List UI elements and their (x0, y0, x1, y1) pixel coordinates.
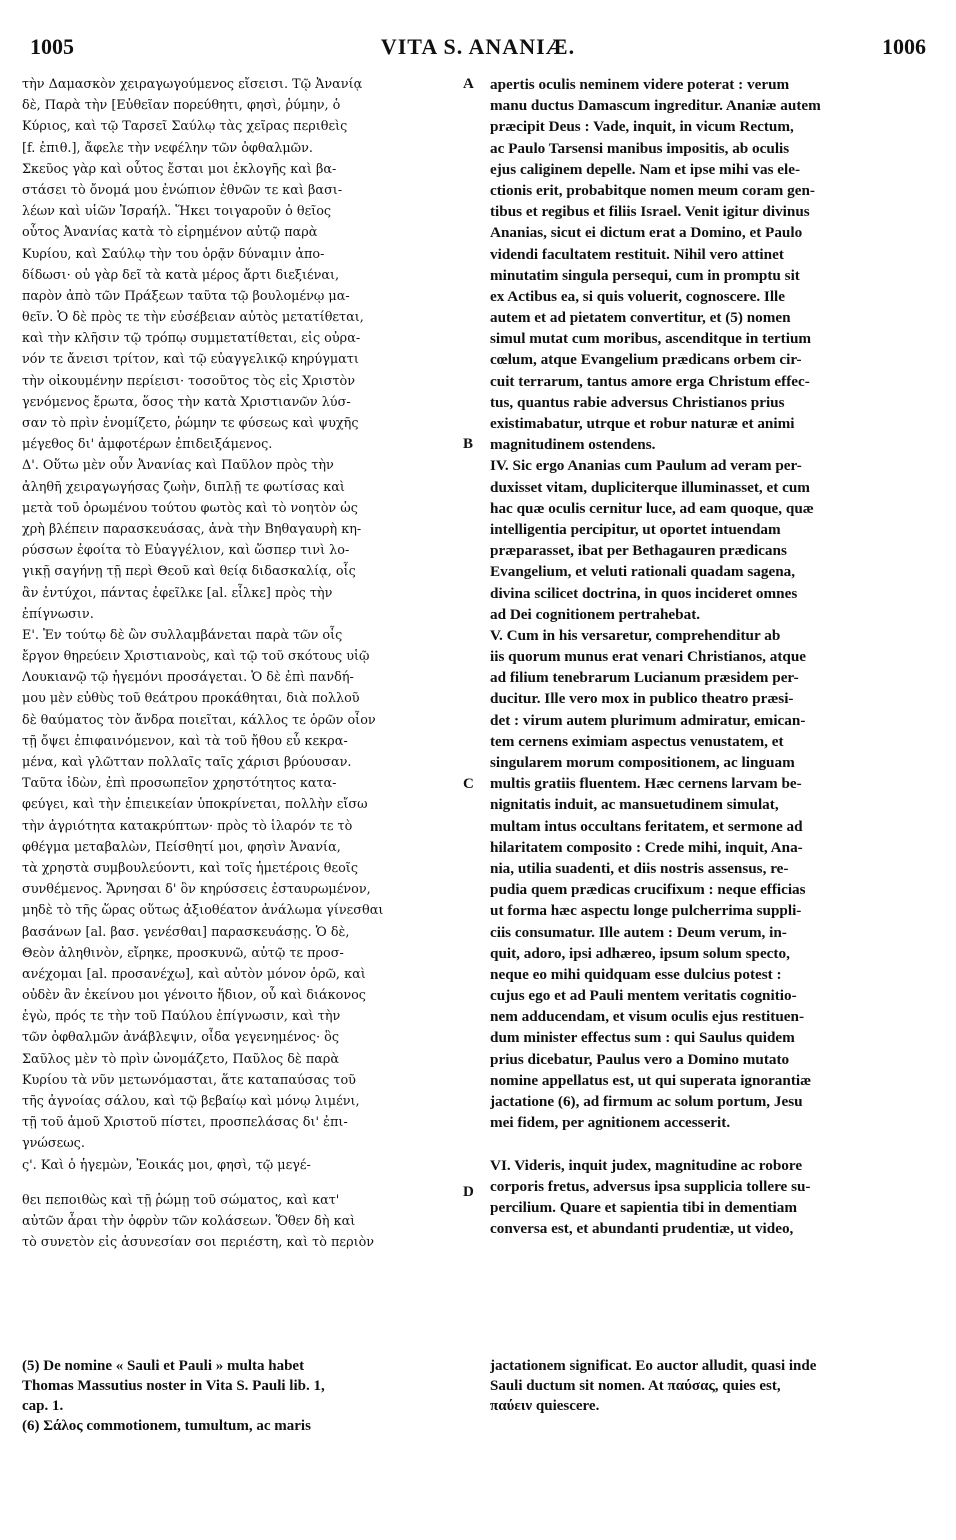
greek-text-line: μένα, καὶ γλῶτταν πολλαῖς ταῖς χάρισι βρύουσαν. (22, 755, 352, 770)
latin-text-line: minutatim singula persequi, cum in promptu sit (490, 266, 800, 284)
greek-text-line: τὸ συνετὸν εἰς ἀσυνεσίαν σοι περιέστη, καὶ τὸ περιὸν (22, 1235, 375, 1251)
latin-text-line: existimabatur, utrque et robur naturæ et animi (490, 415, 795, 432)
greek-text-line: λέων καὶ υἱῶν Ἰσραήλ. Ἥκει τοιγαροῦν ὁ θεῖος (22, 204, 332, 220)
margin-marker-b: B (463, 436, 474, 452)
greek-text-line: φθέγμα μεταβαλὼν, Πείσθητί μοι, φησὶν Ἀνανία, (22, 839, 341, 855)
latin-text-line: hilaritatem composito : Crede mihi, inquit, Ana- (490, 838, 803, 856)
greek-text-line: αὐτῶν ἆραι τὴν ὀφρὺν τῶν κολάσεων. Ὅθεν δὴ καὶ (22, 1213, 356, 1229)
footnote-line: (6) Σάλος commotionem, tumultum, ac maris (22, 1418, 311, 1434)
latin-text-line: divina scilicet doctrina, in quos incideret omnes (490, 584, 798, 602)
greek-text-line: γενόμενος ἔρωτα, ὅσος τὴν κατὰ Χριστιανῶν λύσ- (22, 394, 351, 410)
greek-text-line: ρύσσων ἐφοίτα τὸ Εὐαγγέλιον, καὶ ὥσπερ τινὶ λο- (22, 543, 350, 559)
greek-text-line: θεῖν. Ὁ δὲ πρὸς τε τὴν εὐσέβειαν αὐτὸς μετατίθεται, (22, 310, 364, 326)
greek-text-line: δὲ θαύματος τὸν ἄνδρα ποιεῖται, κάλλος τε ὁρῶν οἷον (22, 712, 376, 728)
latin-text-line: ejus caliginem depelle. Nam et ipse mihi vas ele- (490, 160, 801, 178)
greek-text-line: τῆς ἀγνοίας σάλου, καὶ τῷ βεβαίῳ καὶ μόνῳ λιμένι, (22, 1094, 360, 1109)
latin-text-line (490, 1133, 926, 1154)
footnotes-left (22, 1356, 458, 1436)
footnote-line: Sauli ductum sit nomen. At παύσας, quies est, (490, 1378, 781, 1394)
latin-text-line: tus, quantus rabie adversus Christianos prius (490, 393, 785, 411)
latin-text-line: magnitudinem ostendens. (490, 436, 656, 454)
greek-text-line: τὴν Δαμασκὸν χειραγωγούμενος εἴσεισι. Τῷ Ἀνανίᾳ (22, 77, 363, 92)
greek-text-line: τὴν ἀγριότητα κατακρύπτων· πρὸς τὸ ἱλαρόν τε τὸ (22, 818, 353, 834)
latin-text-line: præparasset, ibat per Bethagauren prædicans (490, 542, 787, 560)
latin-text-line: VI. Videris, inquit judex, magnitudine ac robore (490, 1156, 803, 1174)
latin-text-line: multis gratiis fluentem. Hæc cernens larvam be- (490, 775, 802, 793)
greek-text-line: Θεὸν ἀληθινὸν, εἴρηκε, προσκυνῶ, αὐτῷ τε προσ- (22, 945, 344, 961)
latin-text-line: præcipit Deus : Vade, inquit, in vicum Rectum, (490, 118, 794, 136)
latin-text-line: cujus ego et ad Pauli mentem veritatis cognitio- (490, 987, 797, 1005)
greek-text-line: παρὸν ἀπὸ τῶν Πράξεων ταῦτα τῷ βουλομένῳ μα- (22, 288, 350, 304)
greek-text-line: ἐγὼ, πρός τε τὴν τοῦ Παύλου ἐπίγνωσιν, καὶ τὴν (22, 1009, 341, 1025)
latin-text-line: conversa est, et abundanti prudentiæ, ut video, (490, 1220, 794, 1238)
margin-marker-c: C (463, 776, 474, 792)
latin-text-line: apertis oculis neminem videre poterat : verum (490, 76, 790, 93)
latin-text-line: IV. Sic ergo Ananias cum Paulum ad veram per- (490, 457, 802, 475)
footnote-line: Thomas Massutius noster in Vita S. Pauli lib. 1, (22, 1378, 325, 1394)
greek-text-line: ἐπίγνωσιν. (22, 606, 94, 622)
page-header (30, 34, 926, 64)
greek-text-line: Κύριος, καὶ τῷ Ταρσεῖ Σαύλῳ τὰς χεῖρας περιθεὶς (22, 119, 348, 135)
footnotes-right (490, 1356, 926, 1416)
latin-text-line: videndi facultatem restituit. Nihil vero attinet (490, 245, 784, 263)
greek-text-line: θει πεποιθὼς καὶ τῇ ῥώμῃ τοῦ σώματος, καὶ κατ' (22, 1192, 340, 1208)
latin-text-line: iis quorum munus erat venari Christianos, atque (490, 648, 807, 666)
greek-text-line: ανέχομαι [al. προσανέχω], καὶ αὐτὸν μόνον ὁρῶ, καὶ (22, 966, 366, 982)
greek-text-line: γικῇ σαγήνῃ τῇ περὶ Θεοῦ καὶ θείᾳ διδασκαλίᾳ, οἷς (22, 564, 356, 580)
page-number-right: 1006 (882, 34, 926, 59)
latin-text-line: mei fidem, per agnitionem accesserit. (490, 1114, 731, 1132)
latin-text-line: hac quæ oculis cernitur luce, ad eam quoque, quæ (490, 499, 814, 517)
latin-text-line: duxisset vitam, dupliciterque illuminasset, et cum (490, 478, 810, 496)
greek-text-line: σαν τὸ πρὶν ἐνομίζετο, ῥώμην τε φύσεως καὶ ψυχῆς (22, 416, 359, 431)
greek-text-line: [f. ἐπιθ.], ἄφελε τὴν νεφέλην τῶν ὀφθαλμῶν. (22, 140, 313, 156)
footnote-line: παύειν quiescere. (490, 1398, 600, 1414)
latin-text-line: ut forma hæc aspectu longe pulcherrima suppli- (490, 902, 802, 920)
latin-text-line: autem et ad pietatem convertitur, et (5) nomen (490, 309, 791, 327)
latin-text-line: pudia quem prædicas crucifixum : neque efficias (490, 881, 806, 899)
latin-text-line: jactatione (6), ad firmum ac solum portum, Jesu (490, 1093, 803, 1110)
latin-text-line: Ananias, sicut ei dictum erat a Domino, et Paulo (490, 224, 803, 242)
latin-text-line: multam intus occultans feritatem, et sermone ad (490, 817, 803, 835)
latin-text-line: nomine appellatus est, ut qui superata ignorantiæ (490, 1071, 812, 1089)
greek-text-line: ἔργον θηρεύειν Χριστιανοὺς, καὶ τῷ τοῦ σκότους υἱῷ (22, 649, 370, 665)
greek-text-line: καὶ τὴν κλῆσιν τῷ τρόπῳ συμμετατίθεται, εἰς οὐρα- (22, 331, 361, 347)
latin-text-line: singularem morum compositionem, ac linguam (490, 754, 795, 771)
greek-text-line: Κυρίου τὰ νῦν μετωνόμασται, ἅτε καταπαύσας τοῦ (22, 1072, 356, 1088)
greek-text-line: νόν τε ἄνεισι τρίτον, καὶ τῷ εὐαγγελικῷ κηρύγματι (22, 352, 359, 368)
latin-text-line: ex Actibus ea, si quis voluerit, cognoscere. Ille (490, 287, 786, 305)
latin-text-line: tibus et regibus et filiis Israel. Venit igitur divinus (490, 203, 810, 221)
greek-text-line: Κυρίου, καὶ Σαύλῳ τὴν του ὁρᾷν δύναμιν ἀπο- (22, 246, 325, 262)
greek-text-line: Ταῦτα ἰδὼν, ἐπὶ προσωπεῖον χρηστότητος κατα- (22, 776, 337, 792)
running-title: VITA S. ANANIÆ. (380, 34, 576, 59)
latin-text-line: dum minister effectus sum : qui Saulus quidem (490, 1029, 795, 1047)
latin-text-line: Evangelium, et veluti rationali quadam sagena, (490, 563, 796, 581)
margin-marker-a: A (463, 76, 474, 92)
latin-text-line: simul mutat cum moribus, ascenditque in tertium (490, 330, 812, 348)
greek-text-line: στάσει τὸ ὄνομά μου ἐνώπιον ἐθνῶν τε καὶ βασι- (22, 182, 343, 198)
greek-text-line: Σκεῦος γὰρ καὶ οὗτος ἔσται μοι ἐκλογῆς καὶ βα- (22, 161, 337, 177)
latin-text-line: quit, adoro, ipsi adhæreo, ipsum solum specto, (490, 944, 790, 962)
greek-text-line: μου μὲν εὐθὺς τοῦ θεάτρου προκάθηται, διὰ πολλοῦ (22, 691, 360, 707)
latin-text-line: tem cernens eximiam aspectus venustatem, et (490, 732, 784, 750)
latin-text-line: intelligentia percipitur, ut oportet intuendam (490, 520, 781, 538)
latin-text-line: percilium. Quare et sapientia tibi in dementiam (490, 1198, 797, 1216)
greek-text-line: μετὰ τοῦ ὁρωμένου τούτου φωτὸς καὶ τὸ νοητὸν ὡς (22, 500, 358, 516)
latin-text-line: neque eo mihi quidquam esse dulcius potest : (490, 965, 782, 983)
latin-text-line: ad Dei cognitionem pertrahebat. (490, 605, 701, 623)
greek-text-column (22, 74, 458, 1253)
latin-text-line: prius dicebatur, Paulus vero a Domino mutato (490, 1050, 790, 1068)
greek-text-line: Λουκιανῷ τῷ ἡγεμόνι προσάγεται. Ὁ δὲ ἐπὶ πανδή- (22, 670, 354, 686)
latin-text-line: manu ductus Damascum ingreditur. Ananiæ autem (490, 97, 821, 115)
latin-text-line: nignitatis induit, ac mansuetudinem simulat, (490, 796, 779, 814)
latin-text-line: det : virum autem plurimum admiratur, emican- (490, 711, 806, 729)
greek-text-line: συνθέμενος. Ἄρνησαι δ' ὃν κηρύσσεις ἐσταυρωμένον, (22, 882, 371, 898)
latin-text-line: ciis consumatur. Ille autem : Deum verum, in- (490, 923, 787, 941)
greek-text-line: τῶν ὀφθαλμῶν ἀνάβλεψιν, οἶδα γεγενημένος· ὃς (22, 1030, 339, 1046)
greek-text-line: μηδὲ τὸ τῆς ὥρας οὕτως ἀξιοθέατον ἀνάλωμα γίνεσθαι (22, 903, 384, 919)
greek-text-line: Ε'. Ἐν τούτῳ δὲ ὢν συλλαμβάνεται παρὰ τῶν οἷς (22, 627, 343, 643)
greek-text-line: ἂν ἐντύχοι, πάντας ἐφεῖλκε [al. εἷλκε] πρὸς τὴν (22, 585, 333, 601)
greek-text-line: ἀληθῆ χειραγωγήσας ζωὴν, διπλῇ τε φωτίσας καὶ (22, 479, 345, 495)
latin-text-column (490, 74, 926, 1239)
greek-text-line: δίδωσι· οὐ γὰρ δεῖ τὰ κατὰ μέρος ἄρτι διεξιέναι, (22, 267, 340, 283)
latin-text-line: cœlum, atque Evangelium prædicans orbem cir- (490, 351, 802, 369)
greek-text-line: οὗτος Ἀνανίας κατὰ τὸ εἰρημένον αὐτῷ παρὰ (22, 225, 318, 241)
greek-text-line: χρὴ βλέπειν παρασκευάσας, ἀνὰ τὴν Βηθαγαυρὴ κη- (22, 521, 362, 537)
margin-marker-d: D (463, 1184, 474, 1200)
greek-text-line: τῇ τοῦ ἁμοῦ Χριστοῦ πίστει, προσπελάσας δι' ἐπι- (22, 1115, 348, 1131)
latin-text-line: corporis fretus, adversus ipsa supplicia tollere su- (490, 1177, 811, 1195)
greek-text-line: τὰ χρηστὰ συμβουλεύοντι, καὶ τοῖς ἡμετέροις θεοῖς (22, 860, 358, 876)
latin-text-line: cuit terrarum, tantus amore erga Christum effec- (490, 372, 810, 390)
greek-text-line: βασάνων [al. βασ. γενέσθαι] παρασκευάσῃς. Ὁ δὲ, (22, 924, 350, 940)
greek-text-line: δὲ, Παρὰ τὴν [Εὐθεῖαν πορεύθητι, φησὶ, ῥύμην, ὁ (22, 98, 341, 114)
greek-text-line: Σαῦλος μὲν τὸ πρὶν ὠνομάζετο, Παῦλος δὲ παρὰ (22, 1051, 340, 1067)
greek-text-line: μέγεθος δι' ἀμφοτέρων ἐπιδειξάμενος. (22, 437, 273, 453)
greek-text-line: Δ'. Οὕτω μὲν οὖν Ἀνανίας καὶ Παῦλον πρὸς τὴν (22, 458, 334, 474)
latin-text-line: ducitur. Ille vero mox in publico theatro præsi- (490, 690, 794, 708)
footnote-line: jactationem significat. Eo auctor alludit, quasi inde (490, 1358, 817, 1374)
latin-text-line: nia, utilia suadenti, et diis nostris assensus, re- (490, 859, 789, 877)
latin-text-line: V. Cum in his versaretur, comprehenditur ab (490, 626, 781, 644)
latin-text-line: nem adducendam, et visum oculis ejus restituen- (490, 1008, 805, 1026)
footnote-line: (5) De nomine « Sauli et Pauli » multa habet (22, 1358, 305, 1374)
greek-text-line: τὴν οἰκουμένην περίεισι· τοσοῦτος τὸς εἰς Χριστὸν (22, 373, 356, 389)
greek-text-line: φεύγει, καὶ τὴν ἐπιεικείαν ὑποκρίνεται, πολλὴν εἴσω (22, 797, 368, 813)
latin-text-line: ad filium tenebrarum Lucianum præsidem per- (490, 669, 799, 687)
latin-text-line: ctionis erit, probabitque nomen meum coram gen- (490, 181, 815, 199)
greek-text-line: γνώσεως. (22, 1136, 85, 1152)
footnote-line: cap. 1. (22, 1398, 64, 1414)
greek-text-line: ς'. Καὶ ὁ ἡγεμὼν, Ἐοικάς μοι, φησὶ, τῷ μεγέ- (22, 1157, 311, 1173)
page-number-left: 1005 (30, 34, 74, 59)
greek-text-line: τῇ ὄψει ἐπιφαινόμενον, καὶ τὰ τοῦ ἤθου εὖ κεκρα- (22, 733, 348, 749)
latin-text-line: ac Paulo Tarsensi manibus impositis, ab oculis (490, 139, 790, 157)
greek-text-line: οὐδὲν ἂν ἐκείνου μοι γένοιτο ἥδιον, οὗ καὶ διάκονος (22, 988, 366, 1004)
